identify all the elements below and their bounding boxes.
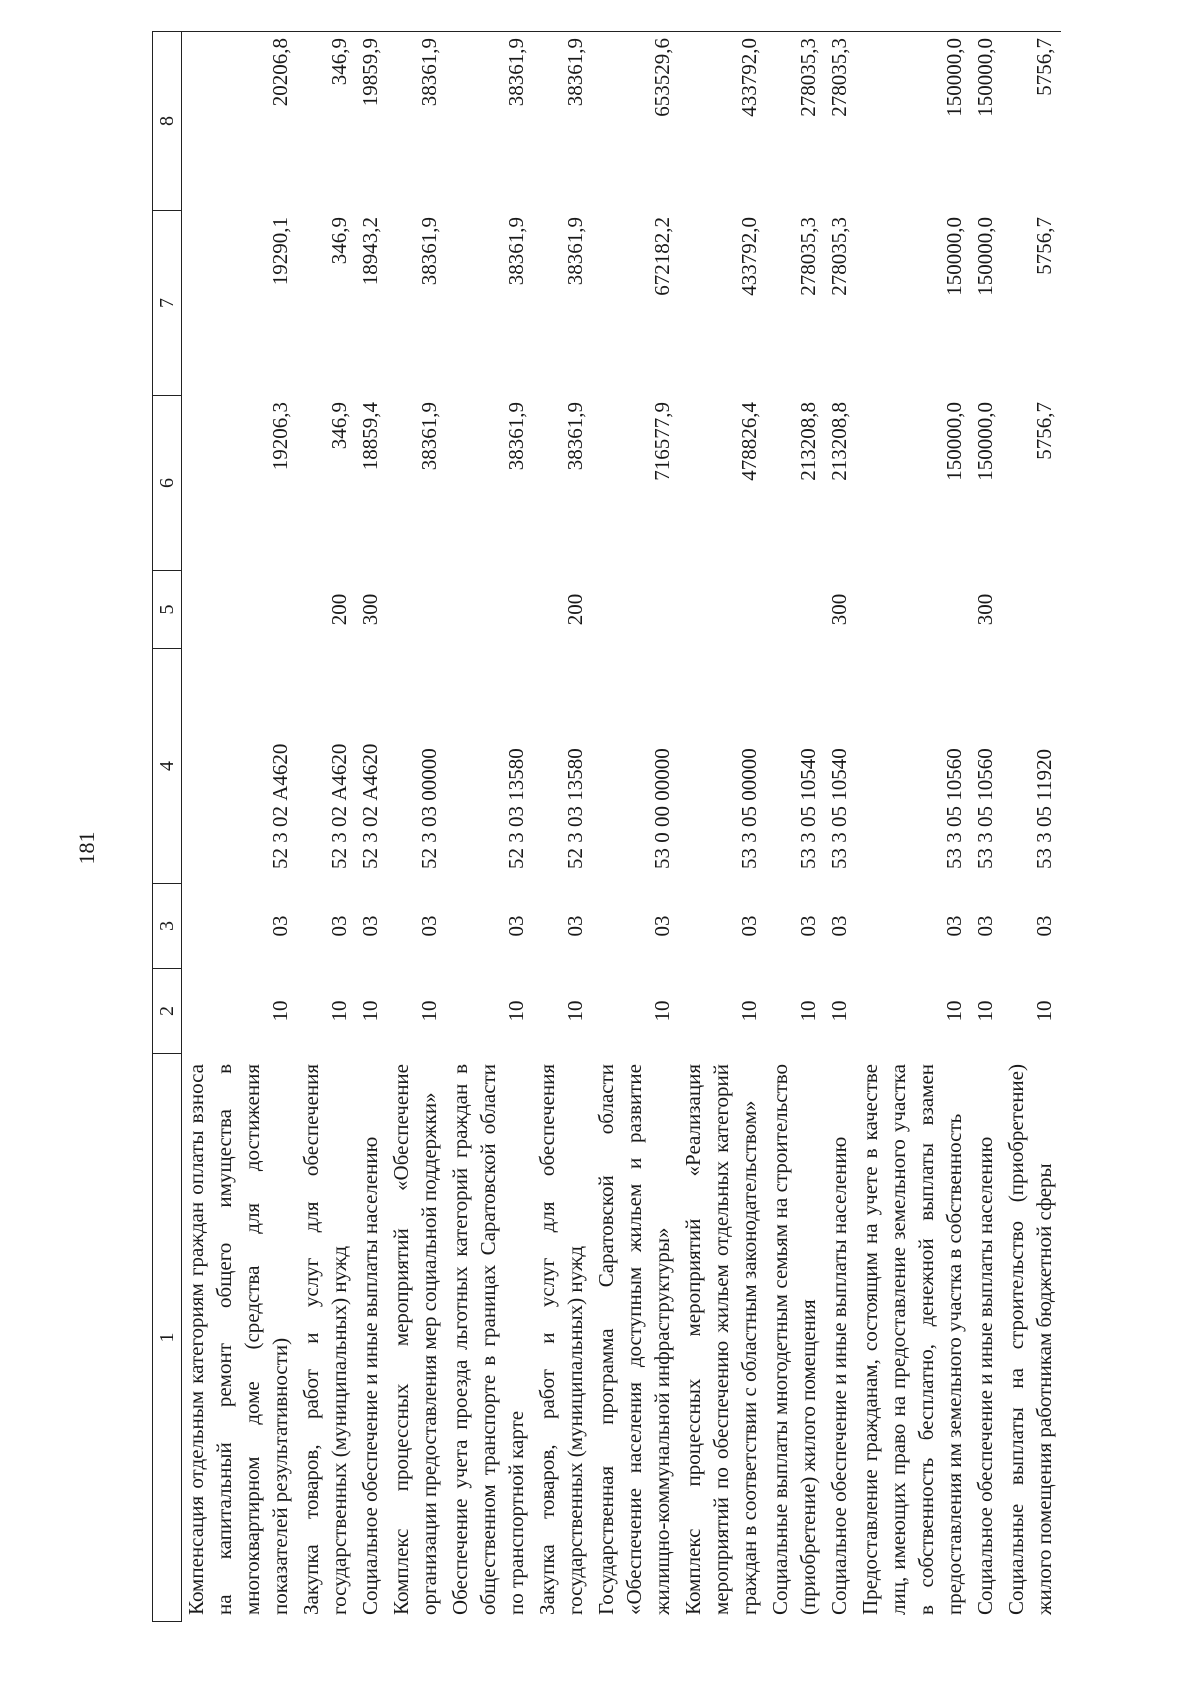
amount-col-7: 278035,3 (827, 217, 851, 296)
amount-col-7: 150000,0 (942, 217, 966, 296)
expense-type-code: 300 (358, 593, 382, 626)
amount-col-8: 346,9 (297, 32, 356, 211)
amount-col-6: 38361,9 (417, 402, 441, 471)
amount-col-6: 19206,3 (268, 402, 292, 471)
amount-col-6: 38361,9 (563, 402, 587, 471)
table-row (446, 32, 533, 1622)
column-header-6: 6 (153, 396, 182, 571)
amount-col-7: 672182,2 (650, 217, 674, 296)
amount-col-8: 278035,3 (825, 32, 856, 211)
expense-type-code: 200 (563, 593, 587, 626)
subsection-code: 03 (1032, 915, 1056, 937)
subsection-code: 03 (796, 915, 820, 937)
expense-type-code (446, 571, 533, 649)
subsection-code: 03 (737, 915, 761, 937)
target-article-code: 52 3 02 А4620 (327, 743, 351, 869)
row-name-cell (971, 1054, 1002, 1622)
amount-col-7: 278035,3 (796, 217, 820, 296)
subsection-code: 03 (268, 915, 292, 937)
amount-col-6: 150000,0 (942, 402, 966, 481)
expense-type-code (592, 571, 679, 649)
page-number: 181 (74, 831, 99, 865)
amount-col-8: 278035,3 (766, 32, 825, 211)
row-name: Компенсация отдельным категориям граждан оплаты взноса на капитальный ремонт общего имущества в многоквартирном доме (средства для достижения показателей результативности) (184, 1064, 292, 1615)
row-name: Комплекс процессных мероприятий «Реализация мероприятий по обеспечению жильем отдельных категорий граждан в соответствии с областным законодательством» (681, 1064, 761, 1615)
expense-type-code: 200 (327, 593, 351, 626)
amount-col-8: 433792,0 (679, 32, 766, 211)
section-code: 10 (504, 1000, 528, 1022)
row-name-cell (856, 1054, 971, 1622)
section-code: 10 (417, 1000, 441, 1022)
amount-col-7: 19290,1 (268, 217, 292, 286)
section-code: 10 (327, 1000, 351, 1022)
row-name: Социальные выплаты многодетным семьям на строительство (приобретение) жилого помещения (768, 1064, 820, 1615)
row-name-cell (182, 1054, 298, 1622)
column-header-1: 1 (153, 1054, 182, 1622)
row-name-cell (533, 1054, 592, 1622)
column-header-8: 8 (153, 32, 182, 211)
amount-col-6: 213208,8 (796, 402, 820, 481)
expense-type-code (679, 571, 766, 649)
row-name: Комплекс процессных мероприятий «Обеспечение организации предоставления мер социальной поддержки» (389, 1064, 441, 1615)
budget-table (152, 31, 1061, 1622)
target-article-code: 53 3 05 10560 (973, 748, 997, 869)
subsection-code: 03 (504, 915, 528, 937)
row-name-cell (446, 1054, 533, 1622)
amount-col-8: 150000,0 (856, 32, 971, 211)
table-row (533, 32, 592, 1622)
table-row (1002, 32, 1061, 1622)
amount-col-7: 38361,9 (563, 217, 587, 286)
expense-type-code (387, 571, 446, 649)
expense-type-code: 300 (973, 593, 997, 626)
table-row (182, 32, 298, 1622)
row-name-cell (679, 1054, 766, 1622)
subsection-code: 03 (417, 915, 441, 937)
table-row (679, 32, 766, 1622)
amount-col-8: 38361,9 (533, 32, 592, 211)
amount-col-8: 20206,8 (182, 32, 298, 211)
column-header-2: 2 (153, 969, 182, 1054)
column-header-5: 5 (153, 571, 182, 649)
amount-col-6: 716577,9 (650, 402, 674, 481)
target-article-code: 53 3 05 00000 (737, 748, 761, 869)
subsection-code: 03 (942, 915, 966, 937)
amount-col-7: 18943,2 (358, 217, 382, 286)
amount-col-8: 150000,0 (971, 32, 1002, 211)
amount-col-6: 213208,8 (827, 402, 851, 481)
row-name-cell (825, 1054, 856, 1622)
subsection-code: 03 (827, 915, 851, 937)
target-article-code: 52 3 03 13580 (563, 748, 587, 869)
row-name: Обеспечение учета проезда льготных категорий граждан в общественном транспорте в границах Саратовской области по транспортной карте (448, 1064, 528, 1615)
section-code: 10 (1032, 1000, 1056, 1022)
row-name-cell (387, 1054, 446, 1622)
column-number-header-row (153, 32, 182, 1622)
amount-col-8: 38361,9 (446, 32, 533, 211)
row-name-cell (356, 1054, 387, 1622)
subsection-code: 03 (650, 915, 674, 937)
section-code: 10 (358, 1000, 382, 1022)
table-row (356, 32, 387, 1622)
table-row (387, 32, 446, 1622)
subsection-code: 03 (973, 915, 997, 937)
section-code: 10 (268, 1000, 292, 1022)
section-code: 10 (563, 1000, 587, 1022)
amount-col-6: 5756,7 (1032, 402, 1056, 460)
amount-col-6: 150000,0 (973, 402, 997, 481)
amount-col-6: 478826,4 (737, 402, 761, 481)
column-header-7: 7 (153, 211, 182, 396)
expense-type-code (766, 571, 825, 649)
section-code: 10 (827, 1000, 851, 1022)
subsection-code: 03 (358, 915, 382, 937)
row-name: Предоставление гражданам, состоящим на учете в качестве лиц, имеющих право на предоставление земельного участка в собственность бесплатно, денежной выплаты взамен предоставления им земельного участка в собственность (858, 1064, 966, 1615)
row-name-cell (766, 1054, 825, 1622)
table-row (297, 32, 356, 1622)
amount-col-7: 38361,9 (417, 217, 441, 286)
section-code: 10 (650, 1000, 674, 1022)
expense-type-code (1002, 571, 1061, 649)
subsection-code: 03 (563, 915, 587, 937)
row-name-cell (297, 1054, 356, 1622)
target-article-code: 52 3 02 А4620 (358, 743, 382, 869)
amount-col-6: 18859,4 (358, 402, 382, 471)
amount-col-7: 38361,9 (504, 217, 528, 286)
row-name: Социальное обеспечение и иные выплаты населению (358, 1136, 382, 1615)
row-name-cell (592, 1054, 679, 1622)
amount-col-8: 38361,9 (387, 32, 446, 211)
row-name: Государственная программа Саратовской области «Обеспечение населения доступным жильем и развитие жилищно-коммунальной инфраструктуры» (594, 1064, 674, 1615)
section-code: 10 (737, 1000, 761, 1022)
target-article-code: 52 3 02 А4620 (268, 743, 292, 869)
row-name: Социальное обеспечение и иные выплаты населению (827, 1136, 851, 1615)
table-row (971, 32, 1002, 1622)
target-article-code: 53 3 05 11920 (1032, 749, 1056, 869)
target-article-code: 53 3 05 10540 (796, 748, 820, 869)
row-name: Социальное обеспечение и иные выплаты населению (973, 1136, 997, 1615)
row-name: Социальные выплаты на строительство (приобретение) жилого помещения работникам бюджетной сферы (1004, 1064, 1056, 1615)
target-article-code: 53 3 05 10560 (942, 748, 966, 869)
section-code: 10 (796, 1000, 820, 1022)
subsection-code: 03 (327, 915, 351, 937)
row-name: Закупка товаров, работ и услуг для обеспечения государственных (муниципальных) нужд (299, 1064, 351, 1615)
column-header-4: 4 (153, 649, 182, 884)
target-article-code: 52 3 03 13580 (504, 748, 528, 869)
amount-col-6: 346,9 (327, 402, 351, 450)
target-article-code: 52 3 03 00000 (417, 748, 441, 869)
table-body (182, 32, 1062, 1622)
amount-col-8: 653529,6 (592, 32, 679, 211)
amount-col-8: 19859,9 (356, 32, 387, 211)
column-header-3: 3 (153, 884, 182, 969)
table-row (766, 32, 825, 1622)
expense-type-code: 300 (827, 593, 851, 626)
table-row (856, 32, 971, 1622)
amount-col-7: 346,9 (327, 217, 351, 265)
expense-type-code (182, 571, 298, 649)
expense-type-code (856, 571, 971, 649)
amount-col-8: 5756,7 (1002, 32, 1061, 211)
table-row (592, 32, 679, 1622)
section-code: 10 (942, 1000, 966, 1022)
amount-col-7: 5756,7 (1032, 217, 1056, 275)
target-article-code: 53 0 00 00000 (650, 748, 674, 869)
amount-col-7: 150000,0 (973, 217, 997, 296)
row-name-cell (1002, 1054, 1061, 1622)
section-code: 10 (973, 1000, 997, 1022)
row-name: Закупка товаров, работ и услуг для обеспечения государственных (муниципальных) нужд (535, 1064, 587, 1615)
amount-col-7: 433792,0 (737, 217, 761, 296)
table-row (825, 32, 856, 1622)
amount-col-6: 38361,9 (504, 402, 528, 471)
target-article-code: 53 3 05 10540 (827, 748, 851, 869)
